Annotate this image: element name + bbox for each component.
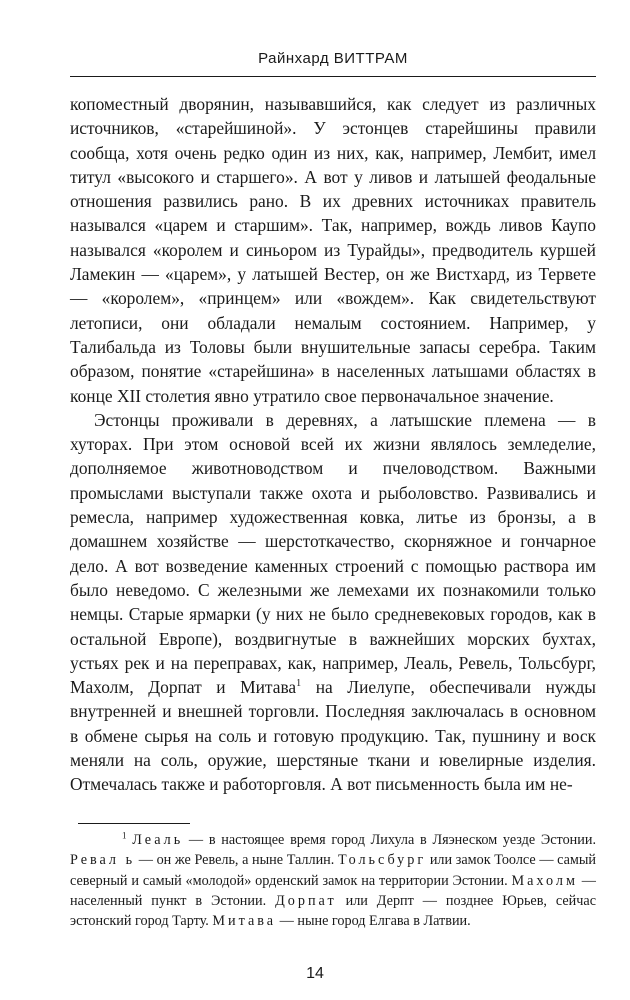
paragraph-2-part-2: на Лиелупе, обеспечивали нужды внутренней и внешней торговли. Последняя заключалась в основном в обмене сырья на соль и готовую продукцию. Так, пушнину и воск меняли на соль, оружие, шерстяные ткани и ювелирные изделия. Отмечалась также и работорговля. А вот письменность была им не- xyxy=(70,677,596,795)
footnotes xyxy=(70,830,596,931)
def-tolsburg: или замок Тоолсе — самый северный и самый «молодой» орденский замок на территории Эстонии. xyxy=(70,852,597,889)
term-leal: Леаль xyxy=(132,832,184,848)
def-reval: — он же Ревель, а ныне Таллин. xyxy=(135,852,338,869)
main-text xyxy=(70,92,596,797)
running-header: Райнхард ВИТТРАМ xyxy=(258,50,408,67)
term-dorpat: Дорпат xyxy=(275,892,337,909)
footnote-reference[interactable]: 1 xyxy=(296,678,302,690)
footnote-rule xyxy=(78,823,190,824)
footnote-number: 1 xyxy=(122,830,127,841)
term-reval: Ревал ь xyxy=(70,852,136,869)
paragraph-2-part-1: Эстонцы проживали в деревнях, а латышские племена — в хуторах. При этом основой всей их жизни являлось земледелие, дополняемое животноводством и пчеловодством. Важными промыслами выступали также охота и рыболовство. Развивались и ремесла, например художественная ковка, литье из бронзы, а в домашнем хозяйстве — шерстоткачество, скорняжное и гончарное дело. А вот возведение каменных строений с помощью раствора им было неведомо. С железными же лемехами их познакомили только немцы. Старые ярмарки (у них не было средневековых городов, как в остальной Европе), воздвигнутые в важнейших морских бухтах, устьях рек и на переправах, как, например, Леаль, Ревель, Тольсбург, Махолм, Дорпат и Митава xyxy=(70,409,596,698)
def-leal: — в настоящее время город Лихула в Ляэнеском уезде Эстонии. xyxy=(183,832,596,848)
def-maholm: — населенный пункт в Эстонии. xyxy=(70,872,596,909)
paragraph-2 xyxy=(70,408,596,797)
header-rule xyxy=(70,76,596,77)
term-mitava: Митава xyxy=(212,913,277,930)
def-mitava: — ныне город Елгава в Латвии. xyxy=(276,913,471,930)
term-maholm: Махолм xyxy=(511,872,578,889)
page-number: 14 xyxy=(306,965,324,982)
footnote-1 xyxy=(70,830,596,931)
paragraph-1: копоместный дворянин, называвшийся, как следует из различных источников, «старейшиной». У эстонцев старейшины правили сообща, хотя очень редко один из них, как, например, Лембит, имел титул «высокого и старшего». А вот у ливов и латышей феодальные отношения развились рано. В их древних источниках правитель назывался «царем и старшим». Так, например, вождь ливов Каупо назывался «королем и синьором из Турайды», предводитель куршей Ламекин — «царем», у латышей Вестер, он же Вистхард, из Тервете — «королем», «принцем» или «вождем». Как свидетельствуют летописи, они обладали немалым состоянием. Например, у Талибальда из Толовы были внушительные запасы серебра. Таким образом, понятие «старейшина» в населенных латышами областях в конце XII столетия явно утратило свое первоначальное значение. xyxy=(70,94,596,406)
def-dorpat: или Дерпт — позднее Юрьев, сейчас эстонский город Тарту. xyxy=(70,892,596,930)
term-tolsburg: Тольсбург xyxy=(337,852,427,869)
